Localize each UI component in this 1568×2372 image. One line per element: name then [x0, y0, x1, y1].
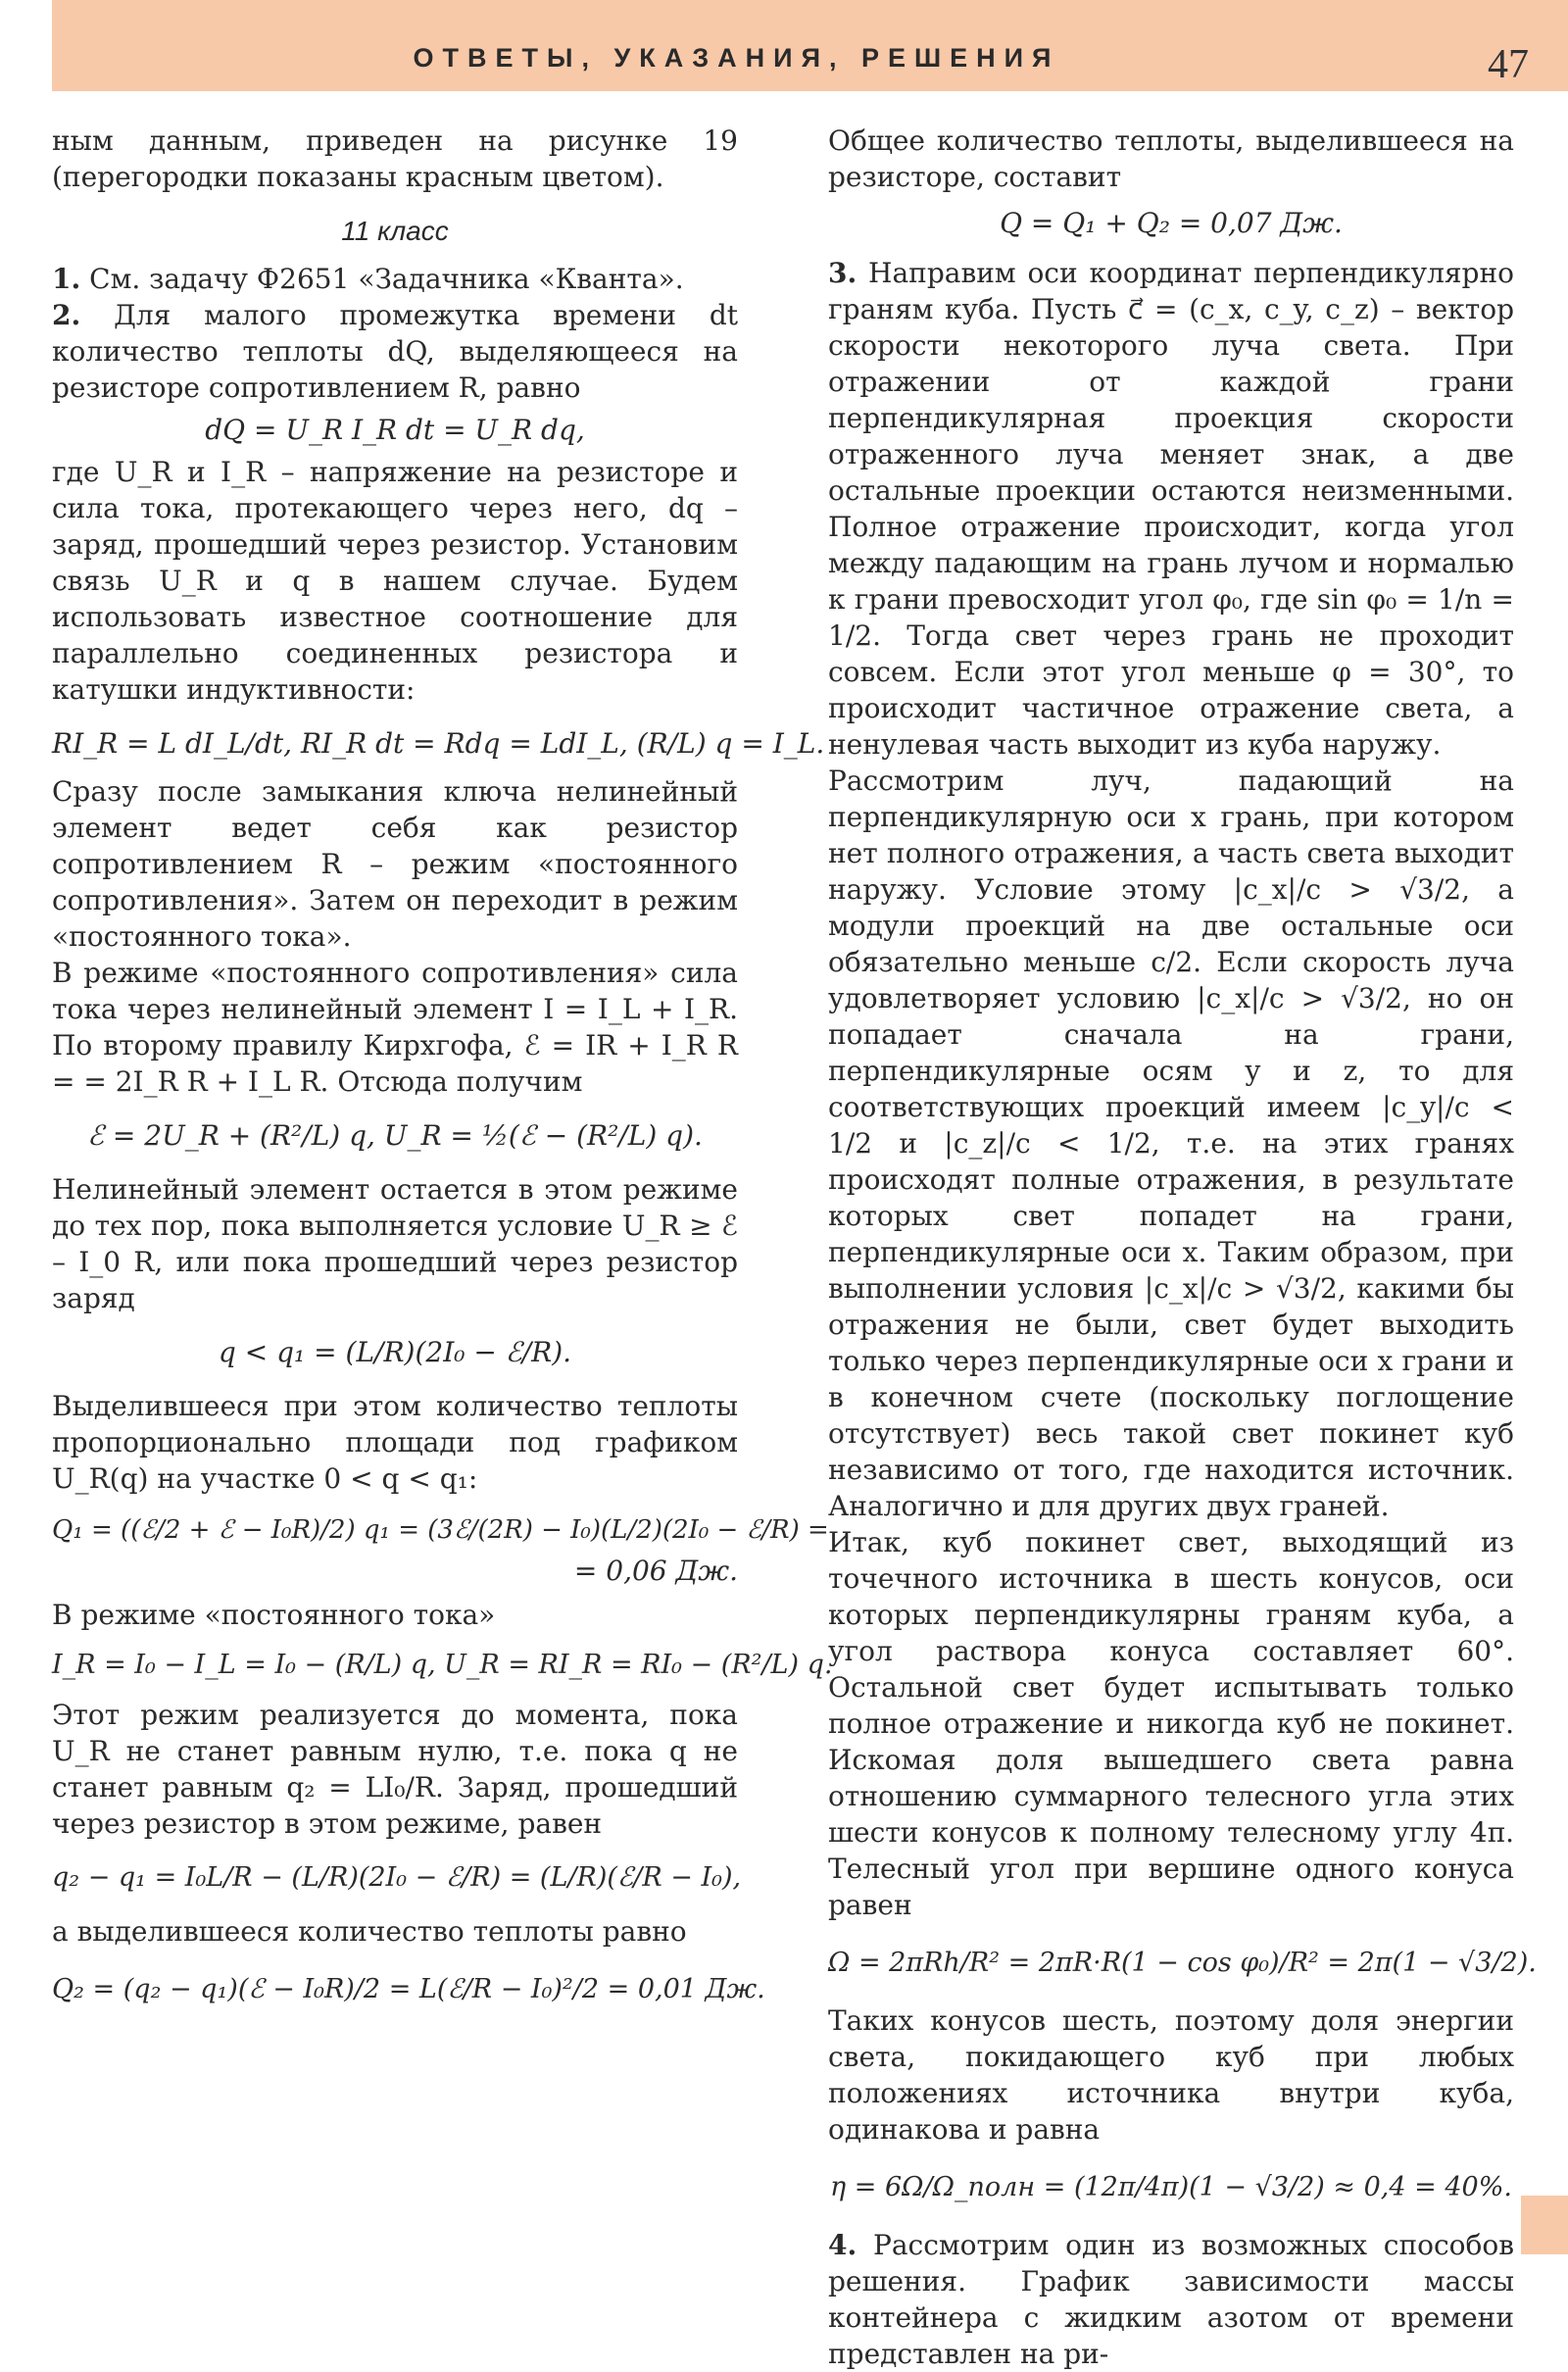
paragraph: Общее количество теплоты, выделившееся на резисторе, составит: [828, 124, 1514, 193]
paragraph: В режиме «постоянного тока»: [52, 1599, 496, 1631]
formula: q < q₁ = (L/R)(2I₀ − ℰ/R).: [218, 1336, 572, 1368]
problem-4: [828, 2227, 1514, 2372]
paragraph: ным данным, приведен на рисунке 19 (перегородки показаны красным цветом).: [52, 124, 738, 193]
problem-text: Для малого промежутка времени dt количество теплоты dQ, выделяющееся на резисторе сопротивлением R, равно: [52, 299, 739, 404]
paragraph: Выделившееся при этом количество теплоты пропорционально площади под графиком U_R(q) на участке 0 < q < q₁:: [52, 1390, 738, 1495]
problem-text: См. задачу Ф2651 «Задачника «Кванта».: [89, 263, 684, 295]
problem-number: 4.: [828, 2229, 858, 2261]
paragraph: где U_R и I_R – напряжение на резисторе и сила тока, протекающего через него, dq – заряд, прошедший через резистор. Установим связь U_R и q в нашем случае. Будем использовать известное соотношение для параллельно соединенных резистора и катушки индуктивности:: [52, 456, 738, 706]
formula: ℰ = 2U_R + (R²/L) q, U_R = ½(ℰ − (R²/L) q).: [87, 1119, 703, 1152]
formula: η = 6Ω/Ω_полн = (12π/4π)(1 − √3/2) ≈ 0,4 = 40%.: [830, 2172, 1512, 2202]
paragraph: Рассмотрим луч, падающий на перпендикулярную оси x грань, при котором нет полного отражения, а часть света выходит наружу. Условие этому |c_x|/c > √3/2, а модули проекций на две остальные оси обязательно меньше c/2. Если скорость луча удовлетворяет условию |c_x|/c > √3/2, но он попадает сначала на грани, перпендикулярные осям y и z, то для соответствующих проекций имеем |c_y|/c < 1/2 и |c_z|/c < 1/2, т.е. на этих гранях происходят полные отражения, в результате которых свет попадет на грани, перпендикулярные оси x. Таким образом, при выполнении условия |c_x|/c > √3/2, какими бы отражения не были, свет будет выходить только через перпендикулярные оси x грани и в конечном счете (поскольку поглощение отсутствует) весь такой свет покинет куб независимо от того, где находится источник. Аналогично и для других двух граней.: [828, 765, 1514, 1522]
right-column: [828, 123, 1537, 2372]
paragraph: Итак, куб покинет свет, выходящий из точечного источника в шесть конусов, оси которых перпендикулярны граням куба, а угол раствора конуса составляет 60°. Остальной свет будет испытывать только полное отражение и никогда куб не покинет. Искомая доля вышедшего света равна отношению суммарного телесного угла этих шести конусов к полному телесному углу 4π. Телесный угол при вершине одного конуса равен: [828, 1526, 1514, 1921]
formula: q₂ − q₁ = I₀L/R − (L/R)(2I₀ − ℰ/R) = (L/R)(ℰ/R − I₀),: [52, 1862, 742, 1893]
formula: dQ = U_R I_R dt = U_R dq,: [205, 414, 585, 446]
problem-1: [52, 261, 738, 297]
formula: Q₂ = (q₂ − q₁)(ℰ − I₀R)/2 = L(ℰ/R − I₀)²/2 = 0,01 Дж.: [52, 1974, 765, 2004]
formula: Ω = 2πRh/R² = 2πR·R(1 − cos φ₀)/R² = 2π(1 − √3/2).: [828, 1948, 1537, 1978]
page-number: 47: [1488, 42, 1529, 87]
paragraph: Этот режим реализуется до момента, пока U_R не станет равным нулю, т.е. пока q не станет равным q₂ = LI₀/R. Заряд, прошедший через резистор в этом режиме, равен: [52, 1699, 738, 1840]
paragraph: Нелинейный элемент остается в этом режиме до тех пор, пока выполняется условие U_R ≥ ℰ – I_0 R, или пока прошедший через резистор заряд: [52, 1173, 738, 1314]
running-title: ОТВЕТЫ, УКАЗАНИЯ, РЕШЕНИЯ: [413, 43, 1060, 73]
problem-text: Рассмотрим один из возможных способов решения. График зависимости массы контейнера с жидким азотом от времени представлен на ри-: [828, 2229, 1515, 2370]
problem-number: 1.: [52, 263, 81, 295]
formula: Q₁ = ((ℰ/2 + ℰ − I₀R)/2) q₁ = (3ℰ/(2R) − I₀)(L/2)(2I₀ − ℰ/R) =: [52, 1515, 829, 1545]
section-heading: 11 класс: [341, 216, 449, 246]
page-header: [52, 0, 1568, 91]
problem-3: [828, 255, 1514, 763]
paragraph: Таких конусов шесть, поэтому доля энергии света, покидающего куб при любых положениях источника внутри куба, одинакова и равна: [828, 2004, 1514, 2146]
formula-result: = 0,06 Дж.: [573, 1555, 738, 1587]
corner-tab: [1521, 2196, 1568, 2254]
formula: RI_R = L dI_L/dt, RI_R dt = Rdq = LdI_L, (R/L) q = I_L.: [52, 727, 825, 760]
formula: I_R = I₀ − I_L = I₀ − (R/L) q, U_R = RI_R = RI₀ − (R²/L) q.: [52, 1650, 833, 1680]
problem-text: Направим оси координат перпендикулярно граням куба. Пусть c⃗ = (c_x, c_y, c_z) – вектор скорости некоторого луча света. При отражении от каждой грани перпендикулярная проекция скорости отраженного луча меняет знак, а две остальные проекции остаются неизменными. Полное отражение происходит, когда угол между падающим на грань лучом и нормалью к грани превосходит угол φ₀, где sin φ₀ = 1/n = 1/2. Тогда свет через грань не проходит совсем. Если этот угол меньше φ = 30°, то происходит частичное отражение света, а ненулевая часть выходит из куба наружу.: [828, 257, 1514, 761]
problem-number: 3.: [828, 257, 858, 289]
problem-number: 2.: [52, 299, 81, 331]
paragraph: а выделившееся количество теплоты равно: [52, 1915, 687, 1948]
paragraph: В режиме «постоянного сопротивления» сила тока через нелинейный элемент I = I_L + I_R. По второму правилу Кирхгофа, ℰ = IR + I_R R = = 2I_R R + I_L R. Отсюда получим: [52, 957, 738, 1098]
left-column: [52, 123, 833, 2029]
problem-2: [52, 297, 738, 406]
formula: Q = Q₁ + Q₂ = 0,07 Дж.: [1000, 207, 1343, 239]
paragraph: Сразу после замыкания ключа нелинейный элемент ведет себя как резистор сопротивлением R – режим «постоянного сопротивления». Затем он переходит в режим «постоянного тока».: [52, 775, 738, 953]
